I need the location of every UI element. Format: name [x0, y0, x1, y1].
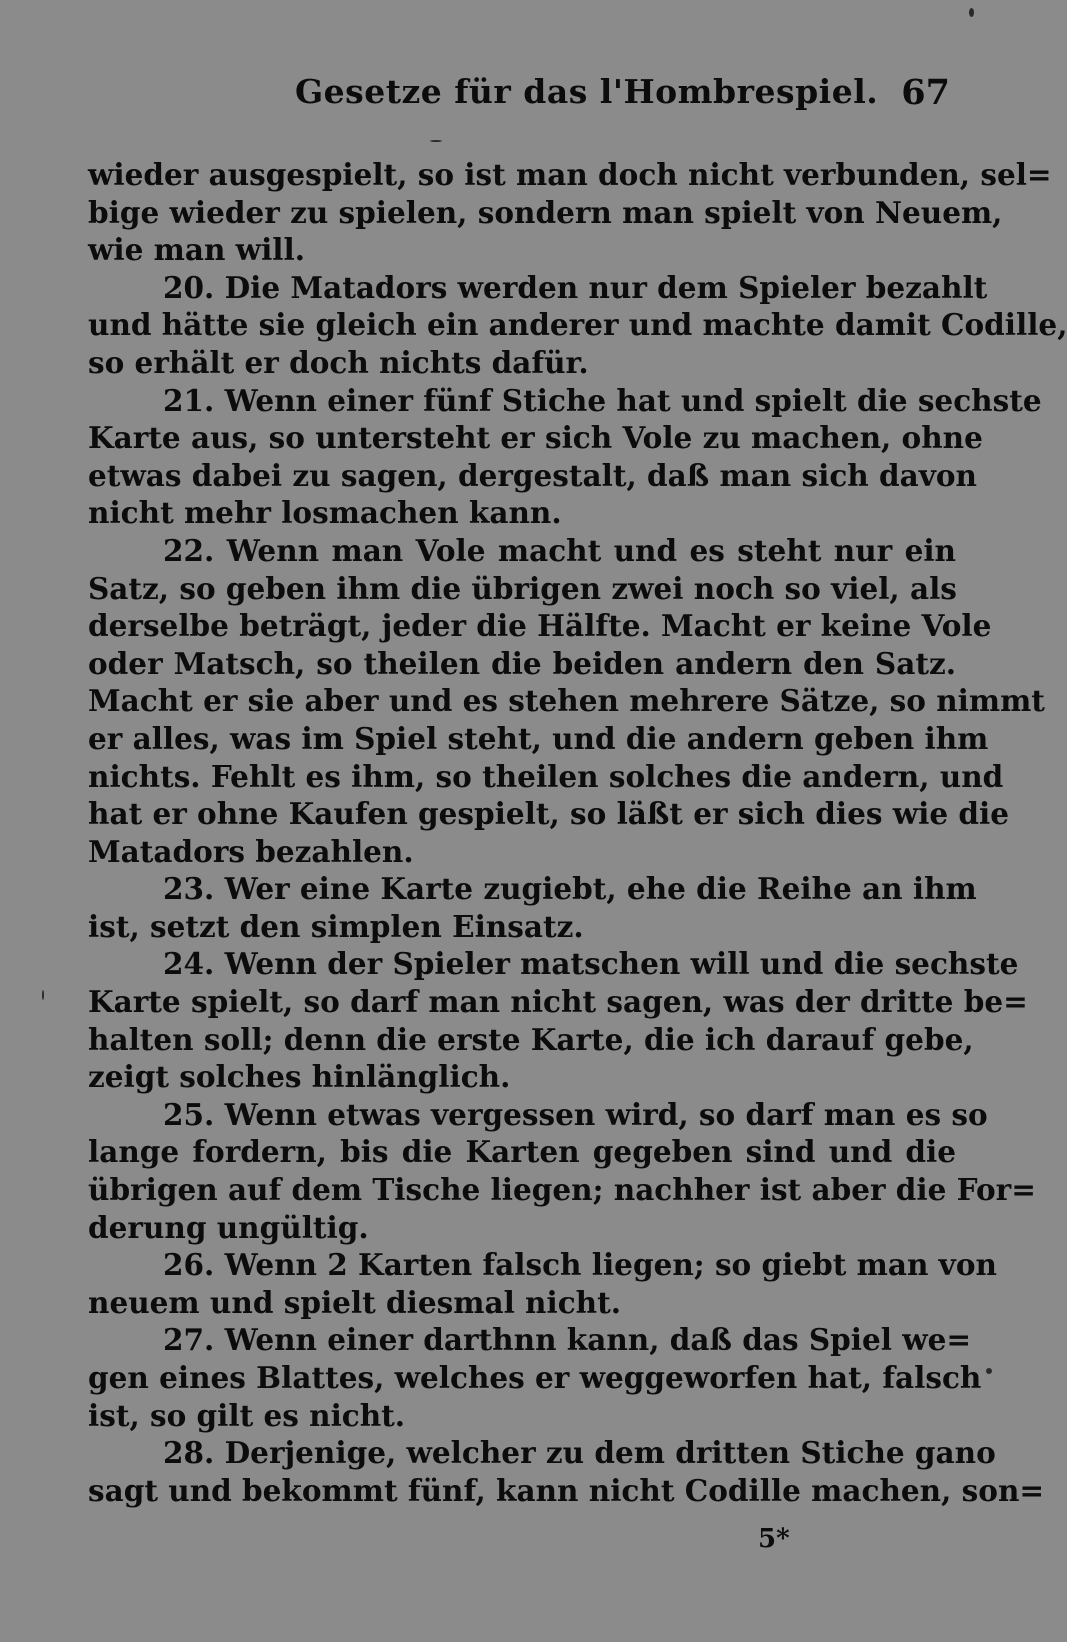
running-title: Gesetze für das l'Hombrespiel. — [295, 72, 879, 111]
print-speck — [430, 140, 442, 142]
text-line: Macht er sie aber und es stehen mehrere Sätze, so nimmt — [88, 683, 1045, 719]
text-line: 24. Wenn der Spieler matschen will und die sechste — [163, 946, 1019, 982]
text-line: neuem und spielt diesmal nicht. — [88, 1284, 622, 1320]
text-line: Karte spielt, so darf man nicht sagen, was der dritte be= — [88, 984, 1028, 1020]
text-line: Satz, so geben ihm die übrigen zwei noch so viel, als — [88, 570, 957, 606]
text-line: wie man will. — [88, 232, 305, 268]
text-line: etwas dabei zu sagen, dergestalt, daß man sich davon — [88, 457, 978, 493]
text-line: gen eines Blattes, welches er weggeworfen hat, falsch — [88, 1360, 982, 1395]
text-line: oder Matsch, so theilen die beiden andern den Satz. — [88, 645, 956, 681]
text-line: er alles, was im Spiel steht, und die andern geben ihm — [88, 720, 989, 756]
text-line: ist, setzt den simplen Einsatz. — [88, 908, 584, 944]
text-line: 22. Wenn man Vole macht und es steht nur ein — [163, 532, 956, 568]
text-line: zeigt solches hinlänglich. — [88, 1059, 511, 1095]
text-line: nichts. Fehlt es ihm, so theilen solches die andern, und — [88, 758, 1004, 794]
text-line: bige wieder zu spielen, sondern man spielt von Neuem, — [88, 194, 1003, 230]
text-line: nicht mehr losmachen kann. — [88, 495, 562, 531]
text-line: wieder ausgespielt, so ist man doch nicht verbunden, sel= — [88, 157, 1052, 192]
text-line: 23. Wer eine Karte zugiebt, ehe die Reihe an ihm — [163, 871, 977, 907]
text-line: 26. Wenn 2 Karten falsch liegen; so giebt man von — [163, 1247, 997, 1283]
text-line: Matadors bezahlen. — [88, 833, 414, 869]
text-line: halten soll; denn die erste Karte, die ich darauf gebe, — [88, 1021, 974, 1057]
signature-mark: 5* — [758, 1524, 790, 1554]
print-speck — [969, 8, 974, 17]
text-line: und hätte sie gleich ein anderer und machte damit Codille, — [88, 307, 1067, 343]
print-speck — [42, 990, 44, 1000]
text-line: Karte aus, so untersteht er sich Vole zu machen, ohne — [88, 420, 983, 456]
text-line: 20. Die Matadors werden nur dem Spieler bezahlt — [163, 269, 988, 305]
page-number: 67 — [901, 72, 950, 113]
text-line: so erhält er doch nichts dafür. — [88, 344, 589, 380]
text-line: lange fordern, bis die Karten gegeben sind und die — [88, 1134, 956, 1170]
text-line: 28. Derjenige, welcher zu dem dritten Stiche gano — [163, 1435, 996, 1471]
text-line: übrigen auf dem Tische liegen; nachher ist aber die For= — [88, 1172, 1036, 1208]
text-line: ist, so gilt es nicht. — [88, 1397, 406, 1433]
body-text — [88, 156, 1067, 1509]
text-line: 25. Wenn etwas vergessen wird, so darf man es so — [163, 1096, 988, 1132]
page-header — [90, 72, 950, 122]
text-line: derselbe beträgt, jeder die Hälfte. Macht er keine Vole — [88, 608, 992, 644]
text-line: sagt und bekommt fünf, kann nicht Codille machen, son= — [88, 1472, 1045, 1508]
text-line: hat er ohne Kaufen gespielt, so läßt er sich dies wie die — [88, 796, 1009, 832]
text-line: 27. Wenn einer darthnn kann, daß das Spiel we= — [163, 1322, 972, 1358]
text-line: 21. Wenn einer fünf Stiche hat und spielt die sechste — [163, 382, 1042, 418]
print-speck — [986, 1368, 992, 1374]
text-line: derung ungültig. — [88, 1209, 369, 1245]
